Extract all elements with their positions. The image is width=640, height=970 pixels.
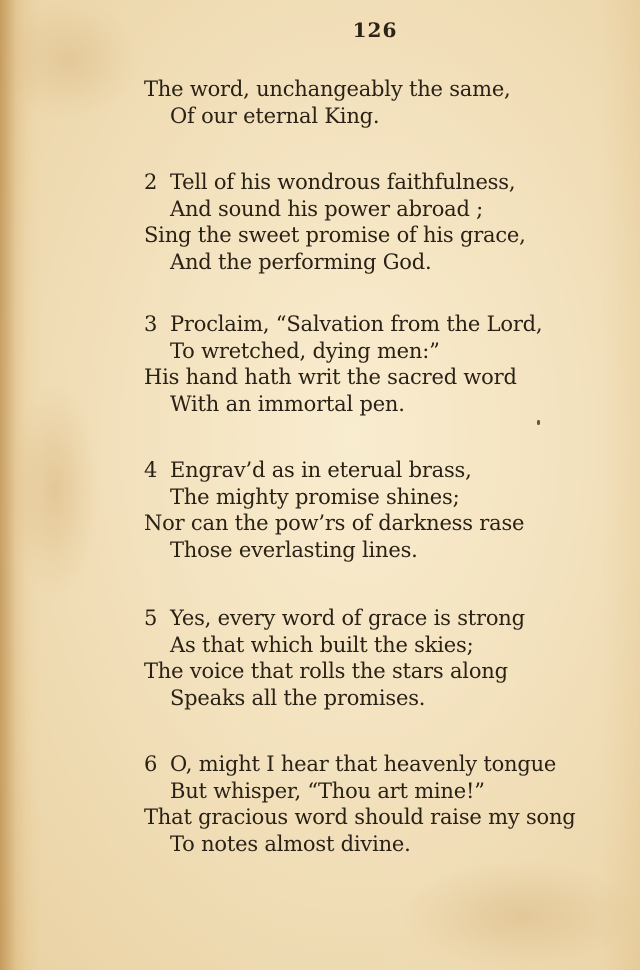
- page-number: 126: [352, 18, 398, 42]
- verse-line: The word, unchangeably the same,: [144, 77, 511, 101]
- verse-line-text: Yes, every word of grace is strong: [170, 606, 525, 630]
- verse-line-text: Tell of his wondrous faithfulness,: [170, 170, 516, 194]
- verse-line: [144, 751, 624, 778]
- verse-line: His hand hath writ the sacred word: [144, 365, 517, 389]
- verse-line: [144, 311, 624, 338]
- verse-line: And the performing God.: [170, 249, 432, 274]
- verse-line: [144, 169, 624, 196]
- verse-line: Speaks all the promises.: [170, 685, 426, 710]
- verse-line-text: Proclaim, “Salvation from the Lord,: [170, 312, 543, 336]
- verse-line: That gracious word should raise my song: [144, 805, 576, 829]
- stanza-4: [144, 457, 624, 563]
- verse-line: To notes almost divine.: [170, 831, 411, 856]
- stanza-number: 4: [144, 458, 158, 482]
- stanza-number: 3: [144, 312, 158, 336]
- page-edge-shadow: [0, 0, 26, 970]
- verse-line: The mighty promise shines;: [170, 484, 460, 509]
- stanza-number: 2: [144, 170, 158, 194]
- stanza-number: 6: [144, 752, 158, 776]
- verse-line: But whisper, “Thou art mine!”: [170, 778, 485, 803]
- verse-line: As that which built the skies;: [170, 632, 474, 657]
- verse-line: Those everlasting lines.: [170, 537, 418, 562]
- verse-line: [144, 605, 624, 632]
- verse-line: Sing the sweet promise of his grace,: [144, 223, 526, 247]
- verse-line-text: Engrav’d as in eterual brass,: [170, 458, 472, 482]
- verse-line: To wretched, dying men:”: [170, 338, 440, 363]
- verse-line: [144, 457, 624, 484]
- verse-line: The voice that rolls the stars along: [144, 659, 508, 683]
- hymn-text: [144, 76, 624, 895]
- stanza-number: 5: [144, 606, 158, 630]
- stanza-2: [144, 169, 624, 275]
- verse-line: Of our eternal King.: [170, 103, 380, 128]
- stanza-3: [144, 311, 624, 417]
- verse-line: Nor can the pow’rs of darkness rase: [144, 511, 525, 535]
- stanza-continuation: [144, 76, 624, 129]
- verse-line-text: O, might I hear that heavenly tongue: [170, 752, 557, 776]
- verse-line: With an immortal pen.: [170, 391, 405, 416]
- stanza-6: [144, 751, 624, 857]
- stanza-5: [144, 605, 624, 711]
- verse-line: And sound his power abroad ;: [170, 196, 484, 221]
